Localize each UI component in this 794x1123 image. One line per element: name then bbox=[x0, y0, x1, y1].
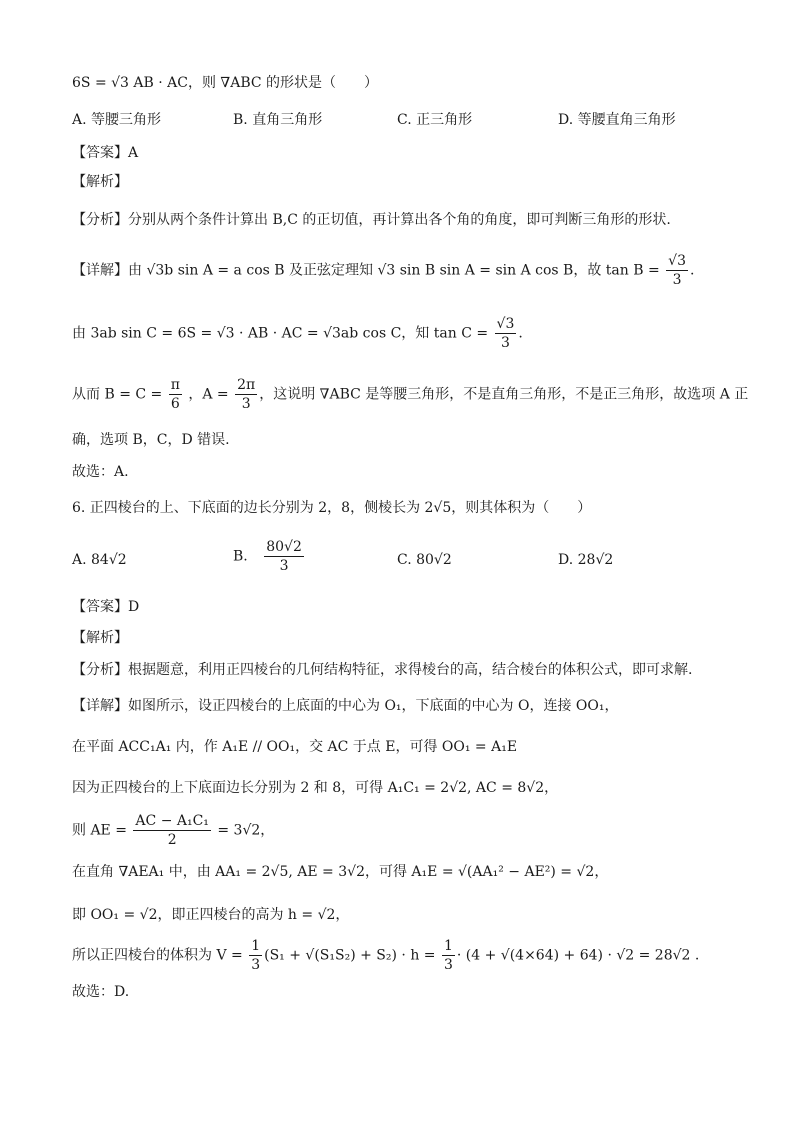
q5-detail-line-3 bbox=[72, 376, 748, 413]
detail-text: 由 3ab sin C = 6S = √3 · AB · AC = √3ab cos C，知 tan C = bbox=[72, 325, 489, 342]
fraction bbox=[666, 252, 688, 289]
fraction-numerator: 2π bbox=[237, 377, 256, 393]
q6-detail-line-5: 在直角 ∇AEA₁ 中，由 AA₁ = 2√5, AE = 3√2，可得 A₁E = √(AA₁² − AE²) = √2， bbox=[72, 864, 609, 880]
q6-detail-line-4 bbox=[72, 812, 274, 849]
fraction-denominator: 3 bbox=[501, 335, 510, 351]
fraction-denominator: 6 bbox=[170, 396, 180, 412]
fraction bbox=[249, 937, 262, 974]
detail-text: = 3√2， bbox=[217, 822, 275, 839]
q6-option-a: A. 84√2 bbox=[72, 552, 127, 568]
q5-detail-line-2 bbox=[72, 315, 523, 352]
fraction-numerator: π bbox=[170, 377, 180, 393]
detail-text: ，这说明 ∇ABC 是等腰三角形，不是直角三角形，不是正三角形，故选项 A 正 bbox=[259, 386, 749, 403]
fraction-numerator: √3 bbox=[668, 253, 686, 269]
fraction-numerator: 1 bbox=[443, 938, 453, 954]
q6-answer bbox=[72, 597, 139, 617]
fraction-denominator: 3 bbox=[672, 272, 682, 288]
q5-analysis-summary: 【分析】分别从两个条件计算出 B,C 的正切值，再计算出各个角的角度，即可判断三角形的形状. bbox=[72, 212, 671, 228]
fraction bbox=[264, 538, 304, 575]
q6-detail-line-3: 因为正四棱台的上下底面边长分别为 2 和 8，可得 A₁C₁ = 2√2, AC = 8√2， bbox=[72, 780, 559, 796]
q6-option-d: D. 28√2 bbox=[558, 552, 614, 568]
detail-text: . bbox=[518, 325, 523, 342]
q5-option-a: A. 等腰三角形 bbox=[72, 112, 162, 128]
q6-analysis-summary: 【分析】根据题意，利用正四棱台的几何结构特征，求得棱台的高，结合棱台的体积公式，即可求解. bbox=[72, 662, 693, 678]
q6-stem: 6. 正四棱台的上、下底面的边长分别为 2，8，侧棱长为 2√5，则其体积为（ ） bbox=[72, 500, 592, 516]
q5-detail-line-1 bbox=[72, 252, 694, 289]
fraction-denominator: 3 bbox=[443, 957, 453, 973]
fraction bbox=[442, 937, 455, 974]
fraction-numerator: √3 bbox=[496, 316, 515, 332]
q5-option-d: D. 等腰直角三角形 bbox=[558, 112, 676, 128]
q5-stem: 6S = √3 AB · AC，则 ∇ABC 的形状是（ ） bbox=[72, 75, 379, 91]
fraction-numerator: AC − A₁C₁ bbox=[135, 813, 209, 829]
q6-detail-line-7 bbox=[72, 937, 699, 974]
q6-analysis-label: 【解析】 bbox=[72, 630, 128, 646]
answer-label: 【答案】 bbox=[72, 599, 128, 615]
q5-conclusion: 故选：A. bbox=[72, 464, 129, 480]
fraction bbox=[495, 315, 517, 352]
q6-detail-line-2: 在平面 ACC₁A₁ 内，作 A₁E // OO₁，交 AC 于点 E，可得 OO₁ = A₁E bbox=[72, 739, 518, 755]
option-label: B. bbox=[233, 548, 248, 565]
detail-text: 从而 B = C = bbox=[72, 386, 163, 403]
detail-text: 【详解】由 √3b sin A = a cos B 及正弦定理知 √3 sin B sin A = sin A cos B，故 tan B = bbox=[72, 262, 660, 279]
fraction-denominator: 3 bbox=[241, 396, 251, 412]
q6-conclusion: 故选：D. bbox=[72, 984, 130, 1000]
detail-text: . bbox=[690, 262, 695, 279]
detail-text: · (4 + √(4×64) + 64) · √2 = 28√2 . bbox=[456, 947, 700, 964]
q6-option-c: C. 80√2 bbox=[397, 552, 452, 568]
q5-analysis-label: 【解析】 bbox=[72, 174, 128, 190]
q5-detail-line-4: 确，选项 B，C，D 错误. bbox=[72, 432, 230, 448]
q5-option-b: B. 直角三角形 bbox=[233, 112, 323, 128]
q5-option-c: C. 正三角形 bbox=[397, 112, 473, 128]
fraction bbox=[169, 376, 182, 413]
fraction-numerator: 1 bbox=[251, 938, 261, 954]
detail-text: 所以正四棱台的体积为 V = bbox=[72, 947, 243, 964]
q5-answer bbox=[72, 143, 138, 163]
answer-value: D bbox=[128, 599, 140, 615]
detail-text: (S₁ + √(S₁S₂) + S₂) · h = bbox=[264, 947, 436, 964]
answer-value: A bbox=[128, 145, 139, 161]
detail-text: 则 AE = bbox=[72, 822, 127, 839]
q6-detail-line-6: 即 OO₁ = √2，即正四棱台的高为 h = √2， bbox=[72, 907, 350, 923]
fraction bbox=[133, 812, 211, 849]
fraction-numerator: 80√2 bbox=[266, 539, 302, 555]
fraction-denominator: 2 bbox=[167, 832, 177, 848]
q6-option-b bbox=[233, 538, 306, 575]
fraction bbox=[235, 376, 257, 413]
answer-label: 【答案】 bbox=[72, 145, 128, 161]
detail-text: ，A = bbox=[188, 386, 229, 403]
fraction-denominator: 3 bbox=[279, 558, 289, 574]
fraction-denominator: 3 bbox=[251, 957, 261, 973]
q6-detail-line-1: 【详解】如图所示，设正四棱台的上底面的中心为 O₁，下底面的中心为 O，连接 OO₁， bbox=[72, 698, 619, 714]
